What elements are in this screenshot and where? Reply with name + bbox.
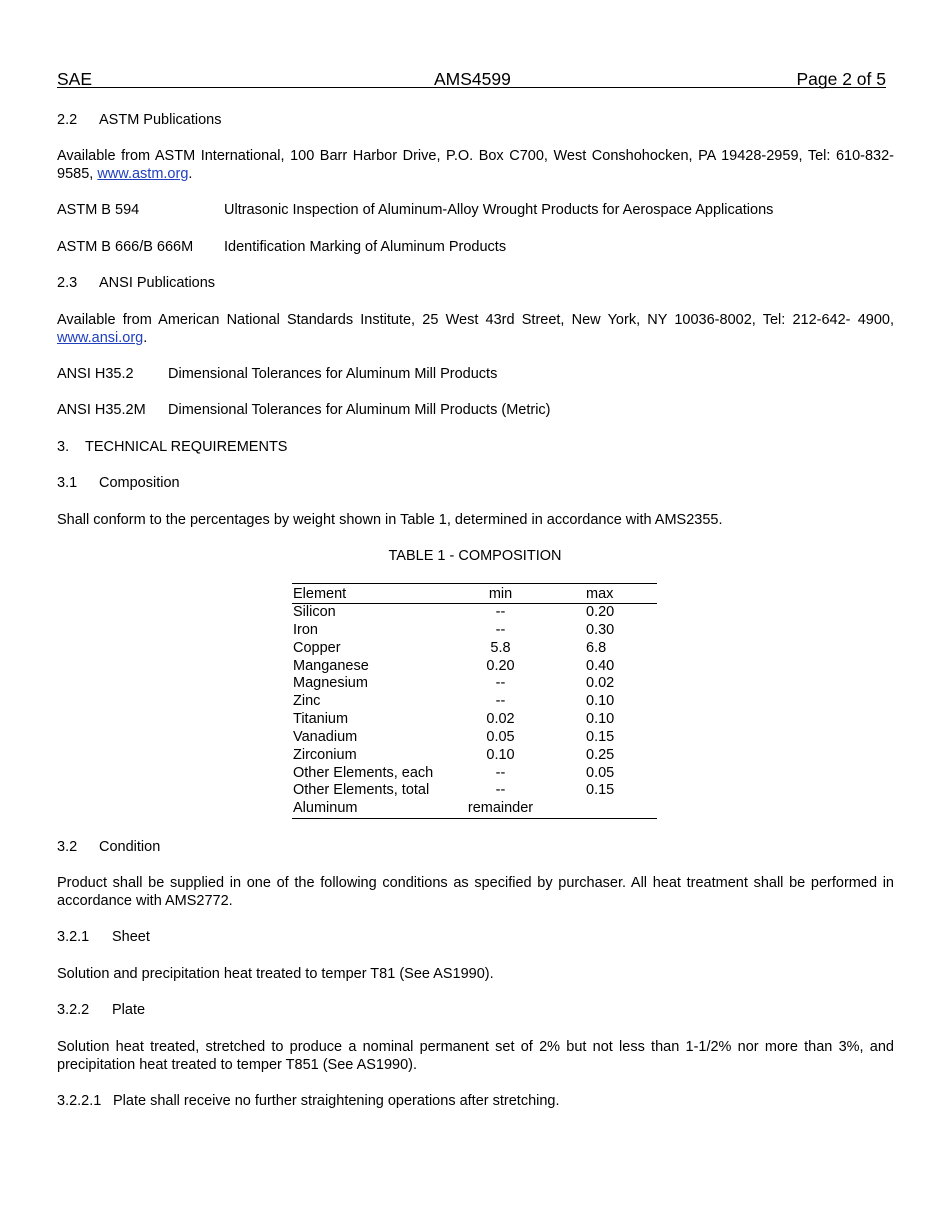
table-row bbox=[292, 622, 657, 640]
cell-min: -- bbox=[495, 764, 506, 781]
ansi-link[interactable]: www.ansi.org bbox=[57, 330, 144, 346]
composition-text: Shall conform to the percentages by weight shown in Table 1, determined in accordance with AMS2355. bbox=[57, 512, 723, 528]
cell-min: -- bbox=[495, 675, 506, 692]
cell-max: 0.10 bbox=[586, 711, 615, 728]
section-number: 3.2 bbox=[57, 839, 78, 855]
cell-max: 0.15 bbox=[586, 782, 615, 799]
header-element: Element bbox=[293, 586, 347, 602]
cell-element: Vanadium bbox=[293, 728, 358, 745]
section-2-3-heading bbox=[57, 274, 215, 292]
cell-min: 0.10 bbox=[486, 746, 515, 763]
table-row bbox=[292, 729, 657, 747]
cell-max: 0.05 bbox=[586, 764, 615, 781]
table-row bbox=[292, 782, 657, 800]
section-number: 2.3 bbox=[57, 275, 78, 291]
ansi-period: . bbox=[143, 330, 148, 346]
astm-address: Available from ASTM International, 100 Barr Harbor Drive, P.O. Box C700, West Conshohocken, PA 19428-2959, bbox=[57, 148, 803, 164]
cell-min: -- bbox=[495, 604, 506, 620]
astm-availability bbox=[57, 147, 894, 183]
ansi-tel: 4900, bbox=[857, 312, 895, 328]
plate-text: Solution heat treated, stretched to produce a nominal permanent set of 2% but not less than 1-1/2% nor more than 3%, and precipitation heat treated to temper T851 (See AS1990). bbox=[57, 1039, 894, 1073]
composition-table bbox=[292, 583, 657, 819]
astm-period: . bbox=[188, 166, 193, 182]
section-3-2-1-heading bbox=[57, 928, 150, 946]
table-row bbox=[292, 800, 657, 818]
section-number: 3.2.2 bbox=[57, 1002, 90, 1018]
cell-element: Manganese bbox=[293, 657, 369, 674]
ref-title-ansi-h35-2m: Dimensional Tolerances for Aluminum Mill Products (Metric) bbox=[168, 402, 551, 418]
cell-element: Silicon bbox=[293, 604, 336, 620]
cell-max: 0.10 bbox=[586, 693, 615, 710]
section-3-2-2-heading bbox=[57, 1001, 145, 1019]
ref-code-ansi-h35-2: ANSI H35.2 bbox=[57, 366, 134, 382]
table-row bbox=[292, 604, 657, 622]
cell-element: Magnesium bbox=[293, 675, 368, 692]
section-number: 3. bbox=[57, 439, 70, 455]
table-row bbox=[292, 693, 657, 711]
ref-title-astm-b666: Identification Marking of Aluminum Products bbox=[224, 239, 507, 255]
section-title: Sheet bbox=[112, 929, 150, 945]
cell-element: Iron bbox=[293, 621, 318, 638]
header-page-number: Page 2 of 5 bbox=[796, 69, 886, 89]
table-1-title: TABLE 1 - COMPOSITION bbox=[388, 548, 562, 564]
cell-max: 6.8 bbox=[586, 639, 607, 656]
section-title: Plate bbox=[112, 1002, 146, 1018]
condition-text: Product shall be supplied in one of the following conditions as specified by purchaser. All heat treatment shall be performed in accordance with AMS2772. bbox=[57, 875, 894, 909]
header-org: SAE bbox=[57, 69, 93, 89]
section-3-1-heading bbox=[57, 474, 180, 492]
section-3-2-2-1 bbox=[57, 1092, 560, 1110]
cell-element: Titanium bbox=[293, 711, 349, 728]
ansi-address: Available from American National Standards Institute, 25 West 43rd Street, New York, NY 10036-8002, Tel: 212-642- bbox=[57, 312, 851, 328]
cell-element: Zinc bbox=[293, 693, 321, 710]
ref-title-astm-b594: Ultrasonic Inspection of Aluminum-Alloy Wrought Products for Aerospace Applications bbox=[224, 202, 774, 218]
cell-element: Other Elements, total bbox=[293, 782, 430, 799]
ansi-availability bbox=[57, 311, 894, 347]
cell-min: 5.8 bbox=[490, 639, 511, 656]
section-number: 3.2.2.1 bbox=[57, 1093, 102, 1109]
ref-code-astm-b594: ASTM B 594 bbox=[57, 202, 140, 218]
cell-element: Zirconium bbox=[293, 746, 357, 763]
header-doc-number: AMS4599 bbox=[434, 69, 511, 89]
astm-tel: Tel: 610-832-9585, bbox=[57, 148, 894, 182]
ref-code-ansi-h35-2m: ANSI H35.2M bbox=[57, 402, 146, 418]
table-row bbox=[292, 711, 657, 729]
section-title: ANSI Publications bbox=[99, 275, 216, 291]
ref-code-astm-b666: ASTM B 666/B 666M bbox=[57, 239, 194, 255]
cell-max: 0.15 bbox=[586, 728, 615, 745]
cell-min: -- bbox=[495, 782, 506, 799]
section-title: TECHNICAL REQUIREMENTS bbox=[85, 439, 288, 455]
section-text: Plate shall receive no further straightening operations after stretching. bbox=[113, 1093, 560, 1109]
section-title: Composition bbox=[99, 475, 180, 491]
cell-min: 0.05 bbox=[486, 728, 515, 745]
cell-max: 0.20 bbox=[586, 604, 615, 620]
table-row bbox=[292, 675, 657, 693]
table-row bbox=[292, 765, 657, 783]
cell-min: 0.02 bbox=[486, 711, 515, 728]
cell-max: 0.02 bbox=[586, 675, 615, 692]
section-number: 2.2 bbox=[57, 112, 78, 128]
section-title: ASTM Publications bbox=[99, 112, 222, 128]
cell-min: -- bbox=[495, 693, 506, 710]
cell-max: 0.40 bbox=[586, 657, 615, 674]
table-row bbox=[292, 640, 657, 658]
astm-link[interactable]: www.astm.org bbox=[97, 166, 189, 182]
header-rule bbox=[57, 87, 886, 88]
cell-element: Other Elements, each bbox=[293, 764, 434, 781]
header-max: max bbox=[586, 586, 614, 602]
cell-element: Aluminum bbox=[293, 800, 358, 817]
section-2-2-heading bbox=[57, 111, 222, 129]
cell-max: 0.25 bbox=[586, 746, 615, 763]
section-title: Condition bbox=[99, 839, 161, 855]
cell-min: remainder bbox=[467, 800, 534, 817]
header-min: min bbox=[488, 586, 513, 602]
table-row bbox=[292, 747, 657, 765]
section-number: 3.2.1 bbox=[57, 929, 90, 945]
cell-element: Copper bbox=[293, 639, 341, 656]
ref-title-ansi-h35-2: Dimensional Tolerances for Aluminum Mill Products bbox=[168, 366, 498, 382]
table-row bbox=[292, 658, 657, 676]
cell-min: -- bbox=[495, 621, 506, 638]
sheet-text: Solution and precipitation heat treated to temper T81 (See AS1990). bbox=[57, 966, 494, 982]
table-header-row bbox=[292, 584, 657, 604]
cell-max: 0.30 bbox=[586, 621, 615, 638]
section-3-heading bbox=[57, 438, 287, 456]
section-3-2-heading bbox=[57, 838, 160, 856]
section-number: 3.1 bbox=[57, 475, 78, 491]
cell-min: 0.20 bbox=[486, 657, 515, 674]
